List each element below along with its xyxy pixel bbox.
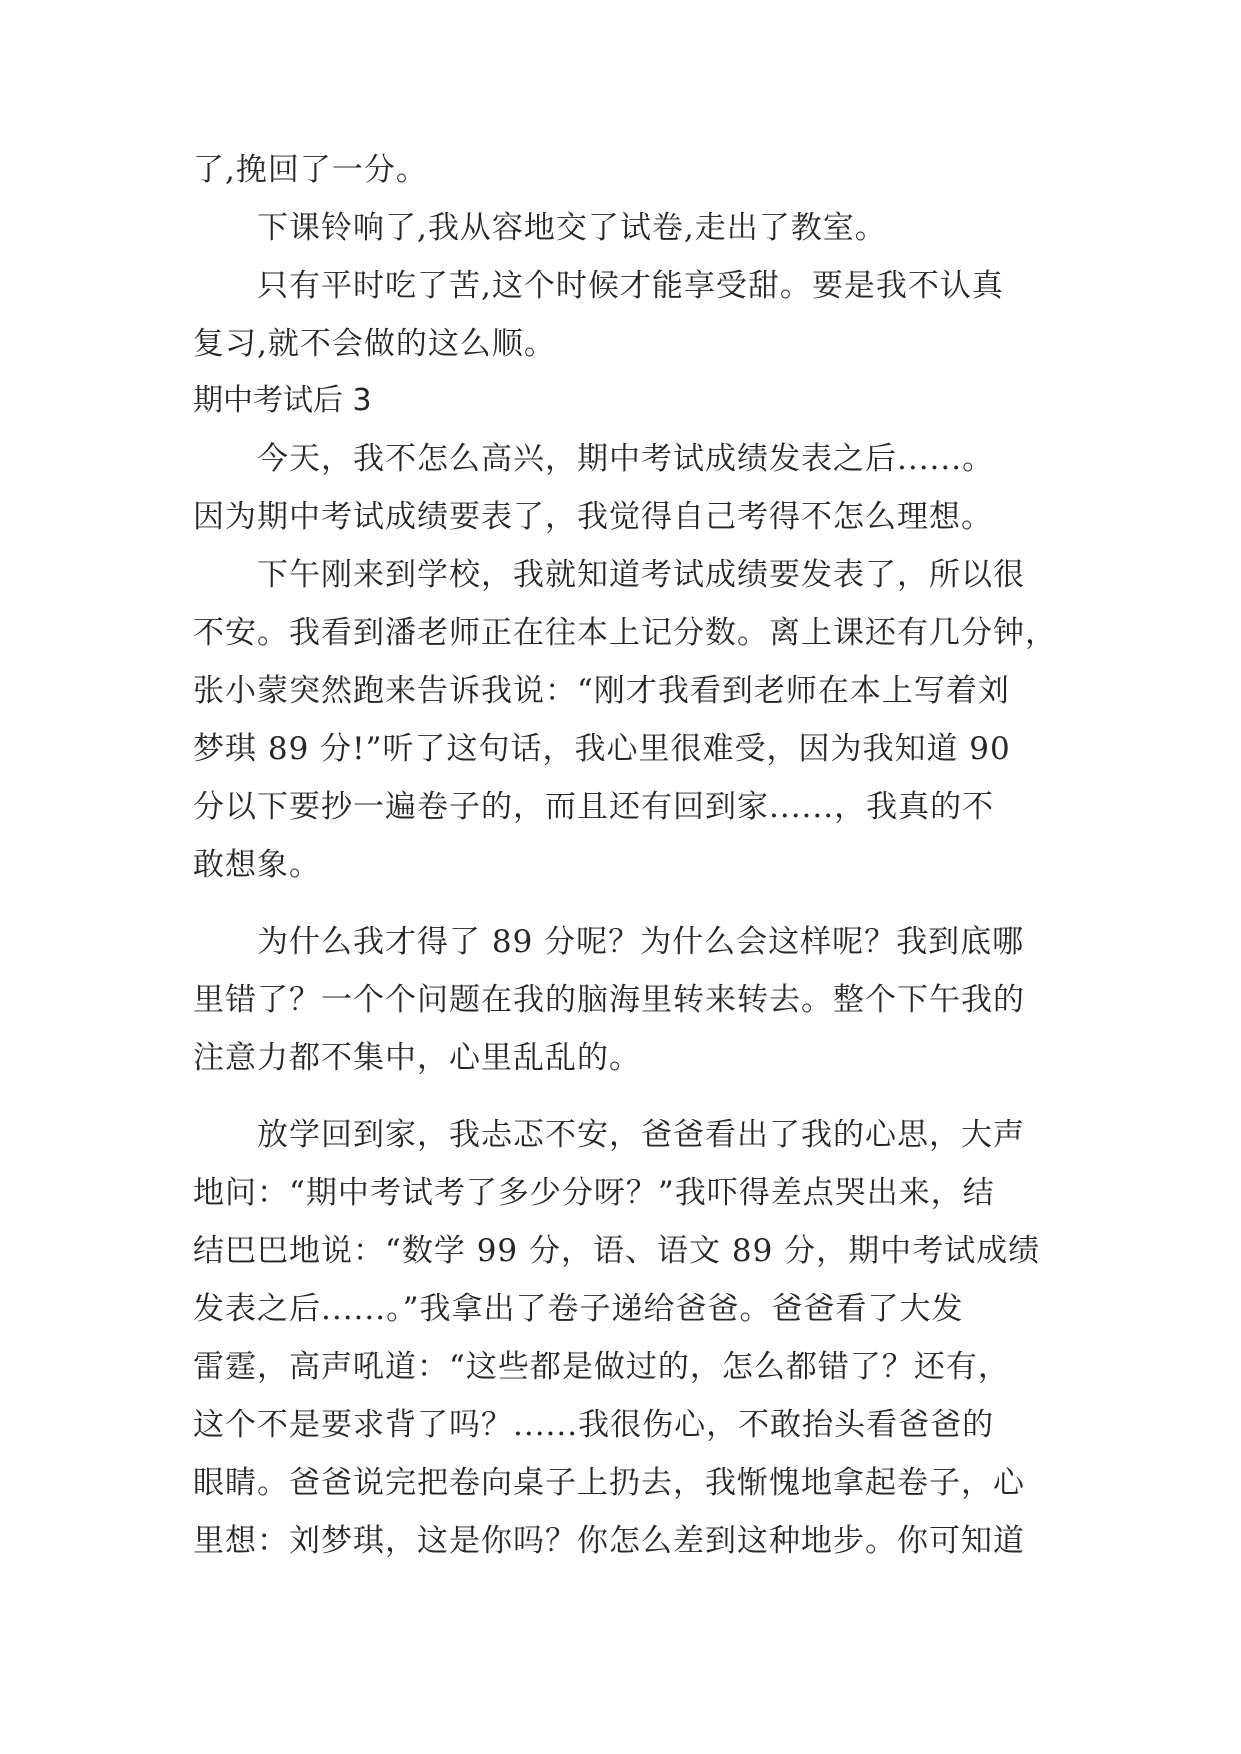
- text-line: 下午刚来到学校，我就知道考试成绩要发表了，所以很: [257, 557, 1025, 593]
- text-line: 眼睛。爸爸说完把卷向桌子上扔去，我惭愧地拿起卷子，心: [193, 1465, 1025, 1501]
- text-line: 分以下要抄一遍卷子的，而且还有回到家......，我真的不: [193, 789, 995, 825]
- text-line: 为什么我才得了 89 分呢？为什么会这样呢？我到底哪: [257, 924, 1025, 960]
- text-line: 复习,就不会做的这么顺。: [193, 326, 556, 362]
- text-line: 里错了？一个个问题在我的脑海里转来转去。整个下午我的: [193, 982, 1025, 1018]
- text-line: 地问：“期中考试考了多少分呀？”我吓得差点哭出来，结: [193, 1175, 995, 1211]
- text-line: 放学回到家，我忐忑不安，爸爸看出了我的心思，大声: [257, 1117, 1025, 1153]
- section-heading: 期中考试后 3: [193, 383, 372, 418]
- text-line: 梦琪 89 分!”听了这句话，我心里很难受，因为我知道 90: [193, 731, 1011, 767]
- text-line: 结巴巴地说：“数学 99 分，语、语文 89 分，期中考试成绩: [193, 1233, 1041, 1269]
- text-line: 下课铃响了,我从容地交了试卷,走出了教室。: [257, 210, 887, 246]
- text-line: 了,挽回了一分。: [193, 152, 428, 188]
- text-line: 只有平时吃了苦,这个时候才能享受甜。要是我不认真: [257, 268, 1004, 304]
- text-line: 注意力都不集中，心里乱乱的。: [193, 1040, 641, 1076]
- text-line: 敢想象。: [193, 847, 321, 883]
- text-line: 张小蒙突然跑来告诉我说：“刚才我看到老师在本上写着刘: [193, 673, 1010, 709]
- text-line: 因为期中考试成绩要表了，我觉得自己考得不怎么理想。: [193, 499, 993, 535]
- text-line: 不安。我看到潘老师正在往本上记分数。离上课还有几分钟，: [193, 615, 1057, 651]
- text-line: 今天，我不怎么高兴，期中考试成绩发表之后......。: [257, 441, 995, 477]
- text-line: 雷霆，高声吼道：“这些都是做过的，怎么都错了？还有，: [193, 1349, 1010, 1385]
- text-line: 发表之后......。”我拿出了卷子递给爸爸。爸爸看了大发: [193, 1291, 964, 1327]
- text-line: 这个不是要求背了吗？......我很伤心，不敢抬头看爸爸的: [193, 1407, 995, 1443]
- text-line: 里想：刘梦琪，这是你吗？你怎么差到这种地步。你可知道: [193, 1523, 1025, 1559]
